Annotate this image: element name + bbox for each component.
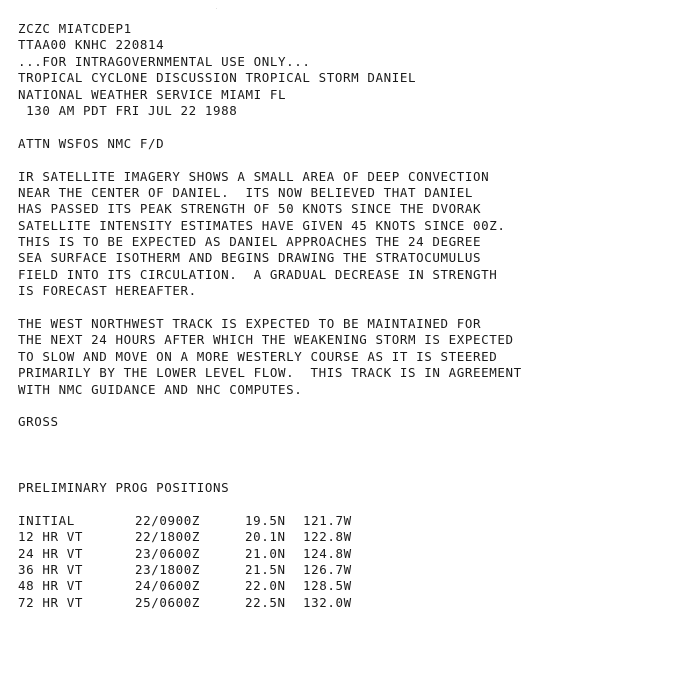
spacer [18,152,522,168]
header-line: TTAA00 KNHC 220814 [18,37,165,53]
spacer [18,431,522,464]
spacer [18,300,522,316]
paragraph-line: WITH NMC GUIDANCE AND NHC COMPUTES. [18,381,303,397]
paragraph-line: IS FORECAST HEREAFTER. [18,283,197,299]
prog-period: 12 HR VT [18,529,84,545]
paragraph-line: THE WEST NORTHWEST TRACK IS EXPECTED TO BE MAINTAINED FOR [18,316,482,332]
prog-latitude: 20.1N [245,529,286,545]
prog-longitude: 132.0W [303,594,352,610]
paragraph-line: HAS PASSED ITS PEAK STRENGTH OF 50 KNOTS SINCE THE DVORAK [18,201,482,217]
spacer [18,398,522,414]
discussion-paragraph-1 [18,169,522,300]
header-line: TROPICAL CYCLONE DISCUSSION TROPICAL STORM DANIEL [18,70,417,86]
paragraph-line: IR SATELLITE IMAGERY SHOWS A SMALL AREA OF DEEP CONVECTION [18,168,490,184]
header-line: ...FOR INTRAGOVERNMENTAL USE ONLY... [18,53,311,69]
prog-time: 23/1800Z [135,561,201,577]
header-line: 130 AM PDT FRI JUL 22 1988 [18,102,238,118]
paragraph-line: TO SLOW AND MOVE ON A MORE WESTERLY COURSE AS IT IS STEERED [18,348,498,364]
prog-period: 24 HR VT [18,545,84,561]
prog-positions-title: PRELIMINARY PROG POSITIONS [18,479,230,495]
prog-latitude: 19.5N [245,512,286,528]
scan-speck [216,8,217,9]
prog-row [18,529,522,545]
prog-row [18,513,522,529]
prog-latitude: 21.5N [245,561,286,577]
prog-period: 48 HR VT [18,578,84,594]
paragraph-line: THIS IS TO BE EXPECTED AS DANIEL APPROACHES THE 24 DEGREE [18,234,482,250]
header-block [18,21,522,119]
attn-line: ATTN WSFOS NMC F/D [18,135,165,151]
discussion-paragraph-2 [18,316,522,398]
spacer [18,496,522,512]
paragraph-line: THE NEXT 24 HOURS AFTER WHICH THE WEAKENING STORM IS EXPECTED [18,332,514,348]
prog-longitude: 124.8W [303,545,352,561]
header-line: ZCZC MIATCDEP1 [18,21,132,36]
spacer [18,464,522,480]
prog-time: 22/0900Z [135,512,201,528]
prog-longitude: 121.7W [303,512,352,528]
discussion-document [18,21,522,611]
prog-latitude: 22.0N [245,578,286,594]
prog-time: 25/0600Z [135,594,201,610]
prog-row [18,578,522,594]
paragraph-line: FIELD INTO ITS CIRCULATION. A GRADUAL DECREASE IN STRENGTH [18,266,498,282]
prog-row [18,562,522,578]
prog-positions-table [18,513,522,611]
paragraph-line: SATELLITE INTENSITY ESTIMATES HAVE GIVEN 45 KNOTS SINCE 00Z. [18,217,506,233]
paragraph-line: NEAR THE CENTER OF DANIEL. ITS NOW BELIEVED THAT DANIEL [18,184,474,200]
paragraph-line: PRIMARILY BY THE LOWER LEVEL FLOW. THIS TRACK IS IN AGREEMENT [18,365,522,381]
spacer [18,119,522,135]
prog-row [18,595,522,611]
prog-period: INITIAL [18,512,75,528]
prog-row [18,546,522,562]
prog-time: 23/0600Z [135,545,201,561]
header-line: NATIONAL WEATHER SERVICE MIAMI FL [18,86,287,102]
prog-period: 36 HR VT [18,561,84,577]
prog-time: 22/1800Z [135,529,201,545]
forecaster-signature: GROSS [18,414,59,430]
prog-longitude: 128.5W [303,578,352,594]
prog-latitude: 22.5N [245,594,286,610]
prog-period: 72 HR VT [18,594,84,610]
prog-time: 24/0600Z [135,578,201,594]
prog-longitude: 126.7W [303,561,352,577]
prog-latitude: 21.0N [245,545,286,561]
prog-longitude: 122.8W [303,529,352,545]
paragraph-line: SEA SURFACE ISOTHERM AND BEGINS DRAWING THE STRATOCUMULUS [18,250,482,266]
